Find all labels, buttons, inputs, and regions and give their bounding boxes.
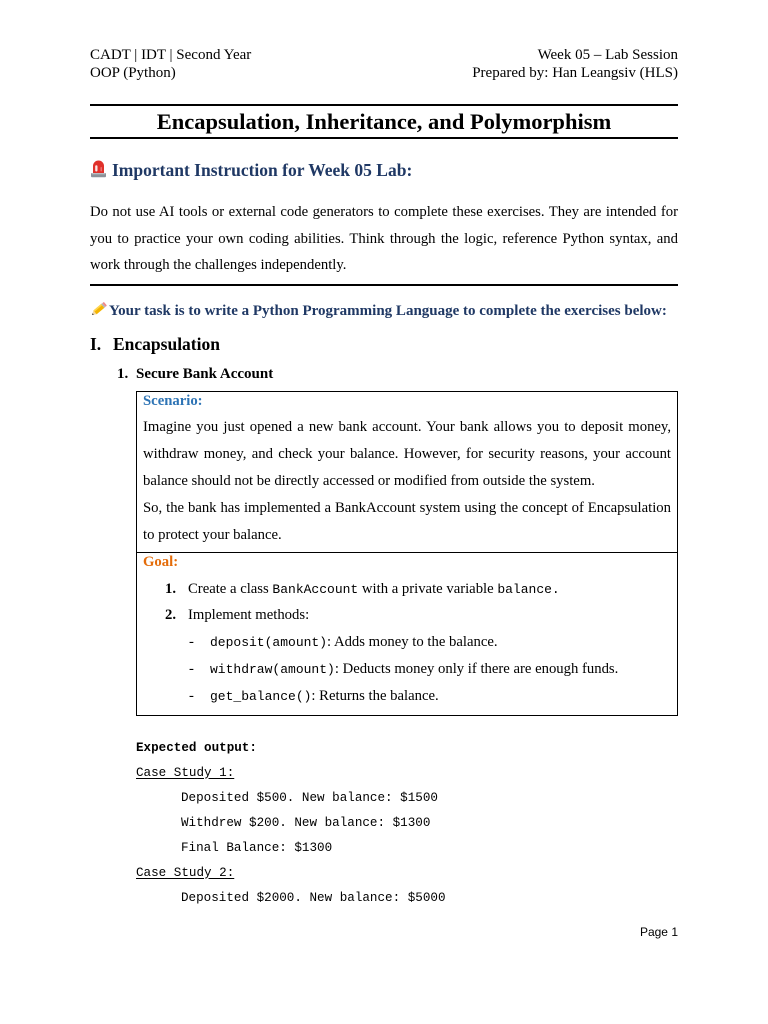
header-session: Week 05 – Lab Session	[537, 47, 678, 63]
header-course: OOP (Python)	[90, 65, 176, 81]
section-title: Encapsulation	[113, 334, 220, 354]
method-code: deposit(amount)	[210, 634, 328, 650]
goal-label: Goal:	[143, 553, 179, 570]
exercise-number: 1.	[117, 366, 129, 382]
goal-step-number: 2.	[165, 606, 177, 623]
goal-step-text: Implement methods:	[188, 606, 310, 623]
code-variable-name: balance.	[497, 581, 560, 597]
instruction-heading: Important Instruction for Week 05 Lab:	[112, 160, 413, 180]
method-bullet: -	[189, 687, 194, 704]
instruction-bottom-rule	[90, 284, 678, 286]
scenario-line: Imagine you just opened a new bank account. Your bank allows you to deposit money,	[143, 418, 671, 435]
method-description: : Returns the balance.	[311, 687, 439, 704]
goal-step-text-middle: with a private variable	[358, 580, 498, 597]
output-line: Final Balance: $1300	[181, 840, 333, 855]
page-title: Encapsulation, Inheritance, and Polymorphism	[156, 109, 612, 134]
case-study-title: Case Study 1:	[136, 765, 235, 780]
scenario-line: withdraw money, and check your balance. However, for security reasons, your account	[143, 445, 671, 462]
code-class-name: BankAccount	[272, 581, 359, 597]
instruction-line: Do not use AI tools or external code generators to complete these exercises. They are intended for	[90, 204, 678, 220]
scenario-label: Scenario:	[143, 392, 203, 409]
instruction-paragraph	[90, 199, 678, 279]
method-text	[210, 683, 439, 710]
goal-step-text-before: Create a class	[188, 580, 273, 597]
output-line: Deposited $2000. New balance: $5000	[181, 890, 446, 905]
goal-step-number: 1.	[165, 580, 177, 597]
header-author: Prepared by: Han Leangsiv (HLS)	[472, 65, 678, 81]
method-description: : Adds money to the balance.	[327, 633, 498, 650]
method-text	[210, 629, 498, 656]
output-line: Deposited $500. New balance: $1500	[181, 790, 438, 805]
task-instruction: Your task is to write a Python Programming Language to complete the exercises below:	[109, 303, 667, 319]
section-number: I.	[90, 334, 102, 354]
siren-icon	[90, 158, 107, 183]
page-number: Page 1	[639, 925, 678, 939]
scenario-line: So, the bank has implemented a BankAccount system using the concept of Encapsulation	[143, 499, 671, 516]
goal-step-text	[188, 576, 560, 603]
scenario-line: balance should not be directly accessed or modified from outside the system.	[143, 472, 595, 489]
expected-output	[136, 736, 446, 911]
pencil-icon	[89, 301, 108, 323]
instruction-line: work through the challenges independently.	[90, 257, 347, 274]
method-bullet: -	[189, 633, 194, 650]
scenario-text	[143, 414, 671, 549]
case-study-title: Case Study 2:	[136, 865, 235, 880]
method-code: withdraw(amount)	[210, 661, 335, 677]
title-bottom-rule	[90, 137, 678, 139]
box-divider	[136, 552, 678, 553]
output-line: Withdrew $200. New balance: $1300	[181, 815, 431, 830]
title-top-rule	[90, 104, 678, 106]
instruction-line: you to practice your own coding abilities. Think through the logic, reference Python syntax, and	[90, 230, 678, 247]
header-institution: CADT | IDT | Second Year	[90, 47, 252, 63]
expected-output-label: Expected output:	[136, 740, 257, 755]
exercise-title: Secure Bank Account	[136, 366, 274, 382]
method-code: get_balance()	[210, 688, 312, 704]
method-bullet: -	[189, 660, 194, 677]
scenario-line: to protect your balance.	[143, 526, 282, 543]
method-text	[210, 656, 618, 683]
method-description: : Deducts money only if there are enough funds.	[334, 660, 619, 677]
